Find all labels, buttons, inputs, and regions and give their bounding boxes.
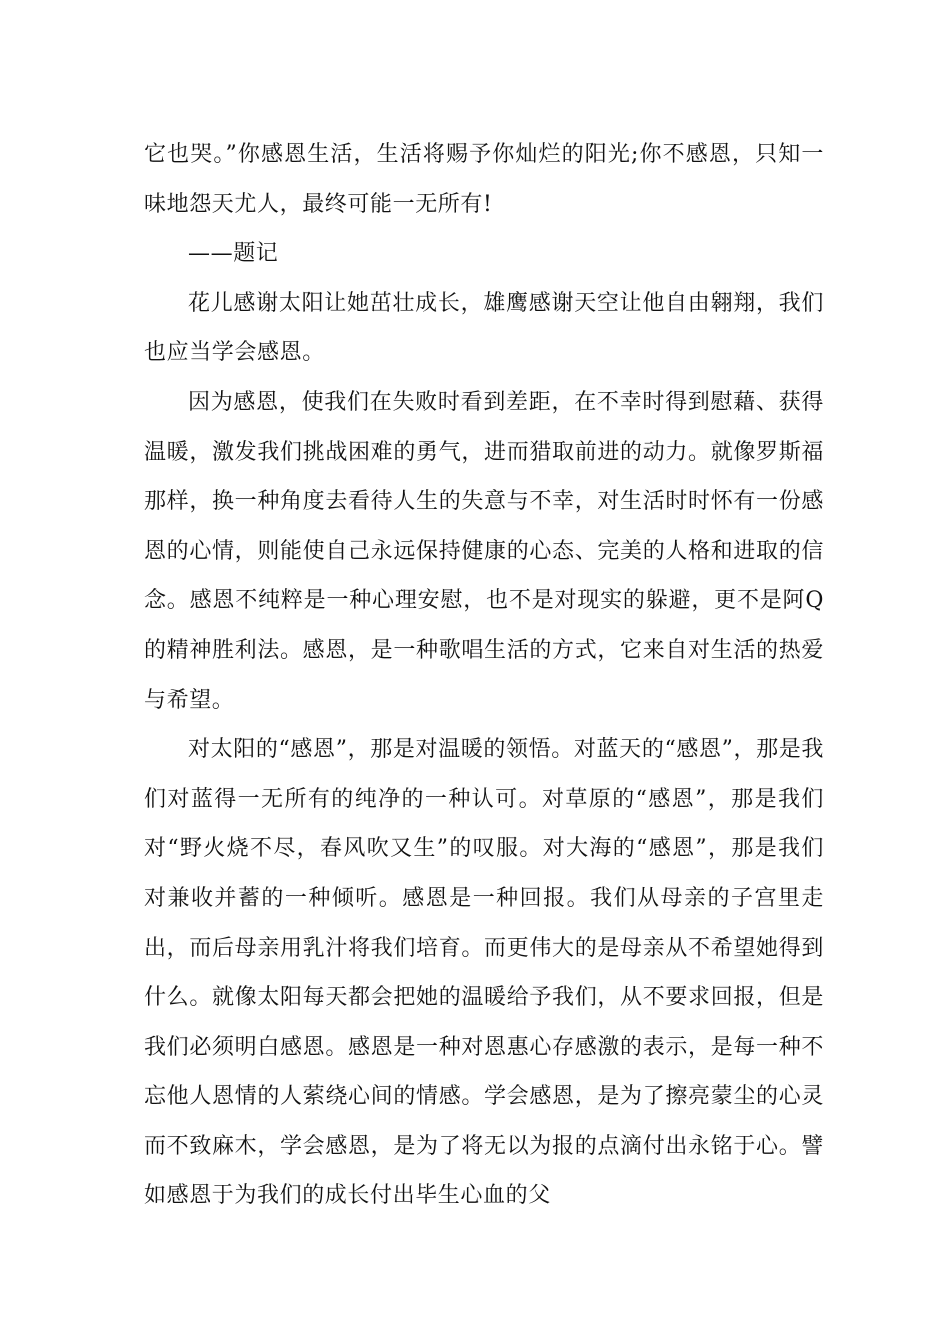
paragraph-epigraph-end: 它也哭。”你感恩生活，生活将赐予你灿烂的阳光;你不感恩，只知一味地怨天尤人，最终可能一无所有! (144, 142, 824, 217)
paragraph-intro: 花儿感谢太阳让她茁壮成长，雄鹰感谢天空让他自由翱翔，我们也应当学会感恩。 (144, 290, 824, 366)
paragraph-because-gratitude: 因为感恩，使我们在失败时看到差距，在不幸时得到慰藉、获得温暖，激发我们挑战困难的勇气，进而猎取前进的动力。就像罗斯福那样，换一种角度去看待人生的失意与不幸，对生活时时怀有一份感恩的心情，则能使自己永远保持健康的心态、完美的人格和进取的信念。感恩不纯粹是一种心理安慰，也不是对现实的躲避，更不是阿Q的精神胜利法。感恩，是一种歌唱生活的方式，它来自对生活的热爱与希望。 (144, 389, 824, 713)
paragraph-gratitude-to-sun: 对太阳的“感恩”，那是对温暖的领悟。对蓝天的“感恩”，那是我们对蓝得一无所有的纯净的一种认可。对草原的“感恩”，那是我们对“野火烧不尽，春风吹又生”的叹服。对大海的“感恩”，那是我们对兼收并蓄的一种倾听。感恩是一种回报。我们从母亲的子宫里走出，而后母亲用乳汁将我们培育。而更伟大的是母亲从不希望她得到什么。就像太阳每天都会把她的温暖给予我们，从不要求回报，但是我们必须明白感恩。感恩是一种对恩惠心存感激的表示，是每一种不忘他人恩情的人萦绕心间的情感。学会感恩，是为了擦亮蒙尘的心灵而不致麻木，学会感恩，是为了将无以为报的点滴付出永铭于心。譬如感恩于为我们的成长付出毕生心血的父 (144, 737, 824, 1209)
document-body (144, 130, 824, 1221)
paragraph-epigraph-attribution: ——题记 (188, 241, 279, 267)
